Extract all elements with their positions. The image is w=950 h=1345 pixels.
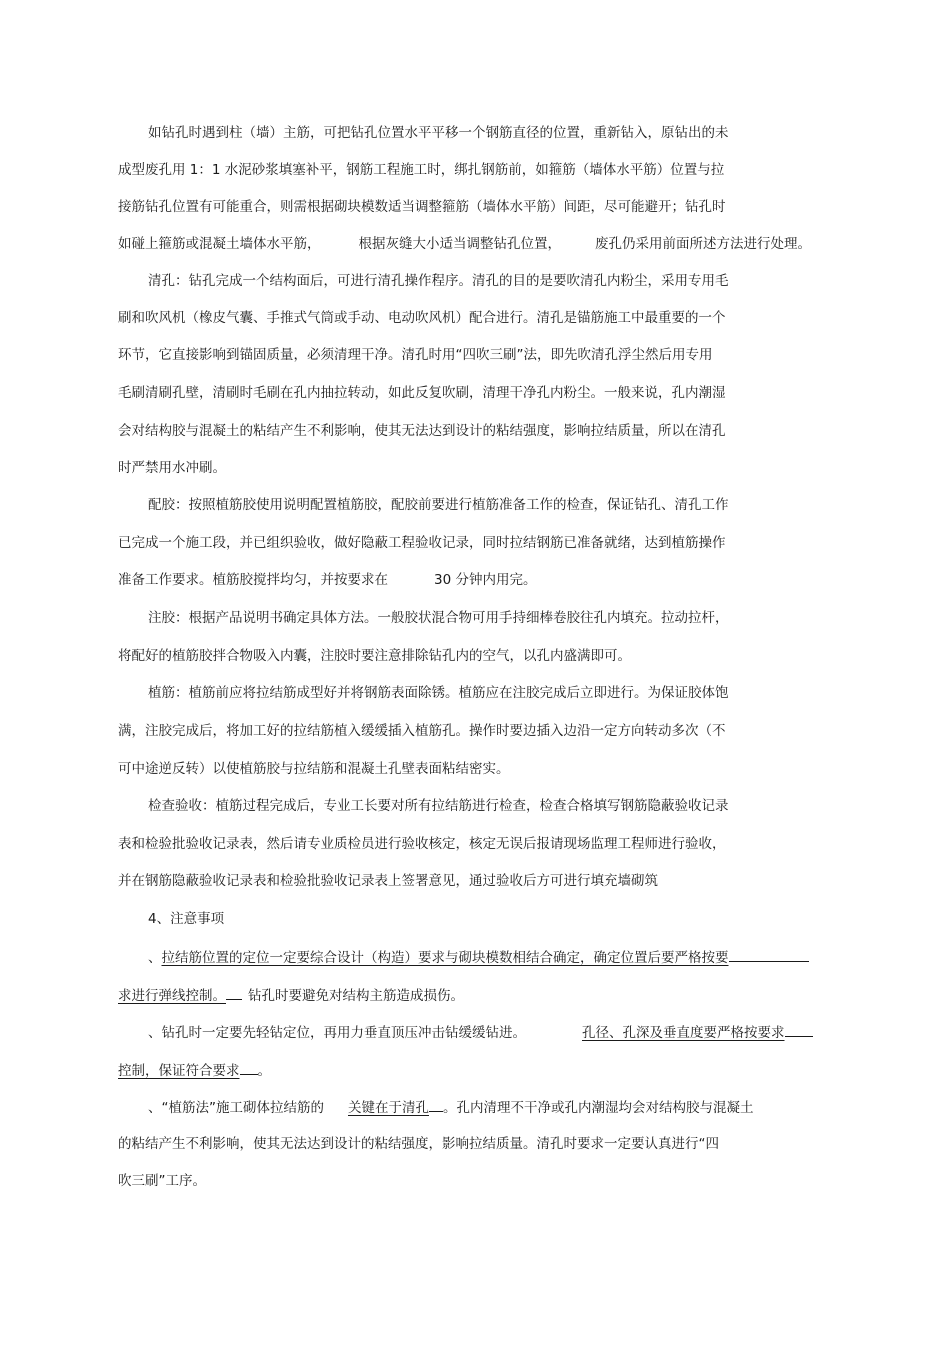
underline-blank <box>240 1060 258 1075</box>
paragraph-line: 清孔：钻孔完成一个结构面后，可进行清孔操作程序。清孔的目的是要吹清孔内粉尘，采用专用毛 <box>148 273 729 289</box>
paragraph-line: 刷和吹风机（橡皮气囊、手推式气筒或手动、电动吹风机）配合进行。清孔是锚筋施工中最重要的一个 <box>118 310 726 326</box>
text-segment: 30 分钟内用完。 <box>434 572 537 588</box>
text-segment: 、“植筋法”施工砌体拉结筋的 <box>148 1100 324 1116</box>
underlined-text: 孔径、孔深及垂直度要严格按要求 <box>582 1025 785 1041</box>
paragraph-line: 毛刷清刷孔壁，清刷时毛刷在孔内抽拉转动，如此反复吹刷，清理干净孔内粉尘。一般来说，孔内潮湿 <box>118 385 726 401</box>
underline-blank <box>429 1097 443 1112</box>
paragraph-line: 接筋钻孔位置有可能重合，则需根据砌块模数适当调整箍筋（墙体水平筋）间距，尽可能避开；钻孔时 <box>118 199 726 215</box>
text-segment: 。孔内清理不干净或孔内潮湿均会对结构胶与混凝土 <box>443 1100 754 1116</box>
note-line <box>118 985 464 1005</box>
note-line: 吹三刷”工序。 <box>118 1173 206 1189</box>
paragraph-line: 成型废孔用 1：1 水泥砂浆填塞补平，钢筋工程施工时，绑扎钢筋前，如箍筋（墙体水平筋）位置与拉 <box>118 162 725 178</box>
paragraph-line <box>118 235 811 253</box>
paragraph-line: 检查验收：植筋过程完成后，专业工长要对所有拉结筋进行检查，检查合格填写钢筋隐蔽验收记录 <box>148 798 729 814</box>
paragraph-line: 配胶：按照植筋胶使用说明配置植筋胶，配胶前要进行植筋准备工作的检查，保证钻孔、清孔工作 <box>148 497 729 513</box>
underlined-text: 拉结筋位置的定位一定要综合设计（构造）要求与砌块模数相结合确定，确定位置后要严格按要 <box>161 950 729 966</box>
text-segment: 钻孔时要避免对结构主筋造成损伤。 <box>248 988 464 1004</box>
underlined-text: 关键在于清孔 <box>348 1100 429 1116</box>
underlined-text: 控制，保证符合要求 <box>118 1063 240 1079</box>
paragraph-line: 将配好的植筋胶拌合物吸入内囊，注胶时要注意排除钻孔内的空气，以孔内盛满即可。 <box>118 648 631 664</box>
text-segment: 、钻孔时一定要先轻钻定位，再用力垂直顶压冲击钻缓缓钻进。 <box>148 1025 526 1041</box>
text-segment: 、 <box>148 950 162 966</box>
note-line <box>148 947 809 967</box>
text-segment: 废孔仍采用前面所述方法进行处理。 <box>595 236 811 252</box>
underline-blank <box>729 947 809 962</box>
paragraph-line: 已完成一个施工段，并已组织验收，做好隐蔽工程验收记录，同时拉结钢筋已准备就绪，达到植筋操作 <box>118 535 726 551</box>
text-segment: 准备工作要求。植筋胶搅拌均匀，并按要求在 <box>118 572 388 588</box>
text-segment: 根据灰缝大小适当调整钻孔位置， <box>358 236 561 252</box>
underline-blank <box>785 1022 813 1037</box>
paragraph-line: 注胶：根据产品说明书确定具体方法。一般胶状混合物可用手持细棒卷胶往孔内填充。拉动拉杆， <box>148 610 729 626</box>
paragraph-line: 并在钢筋隐蔽验收记录表和检验批验收记录表上签署意见，通过验收后方可进行填充墙砌筑 <box>118 873 658 889</box>
underlined-text: 求进行弹线控制。 <box>118 988 226 1004</box>
section-heading: 4、注意事项 <box>148 911 225 927</box>
note-line <box>118 1060 271 1080</box>
paragraph-line: 环节，它直接影响到锚固质量，必须清理干净。清孔时用“四吹三刷”法，即先吹清孔浮尘然后用专用 <box>118 347 713 363</box>
paragraph-line: 满，注胶完成后，将加工好的拉结筋植入缓缓插入植筋孔。操作时要边插入边沿一定方向转动多次（不 <box>118 723 726 739</box>
paragraph-line: 可中途逆反转）以使植筋胶与拉结筋和混凝土孔壁表面粘结密实。 <box>118 761 510 777</box>
paragraph-line: 会对结构胶与混凝土的粘结产生不利影响，使其无法达到设计的粘结强度，影响拉结质量，所以在清孔 <box>118 423 726 439</box>
paragraph-line <box>118 571 536 589</box>
text-segment: 如碰上箍筋或混凝土墙体水平筋， <box>118 236 321 252</box>
underline-blank <box>226 985 242 1000</box>
paragraph-line: 表和检验批验收记录表，然后请专业质检员进行验收核定，核定无误后报请现场监理工程师进行验收， <box>118 836 726 852</box>
paragraph-line: 时严禁用水冲刷。 <box>118 460 226 476</box>
text-segment: 。 <box>257 1063 271 1079</box>
note-line <box>148 1022 813 1042</box>
paragraph-line: 植筋：植筋前应将拉结筋成型好并将钢筋表面除锈。植筋应在注胶完成后立即进行。为保证胶体饱 <box>148 685 729 701</box>
note-line: 的粘结产生不利影响，使其无法达到设计的粘结强度，影响拉结质量。清孔时要求一定要认真进行“四 <box>118 1136 719 1152</box>
note-line <box>148 1097 754 1117</box>
paragraph-line: 如钻孔时遇到柱（墙）主筋，可把钻孔位置水平平移一个钢筋直径的位置，重新钻入，原钻出的未 <box>148 125 729 141</box>
